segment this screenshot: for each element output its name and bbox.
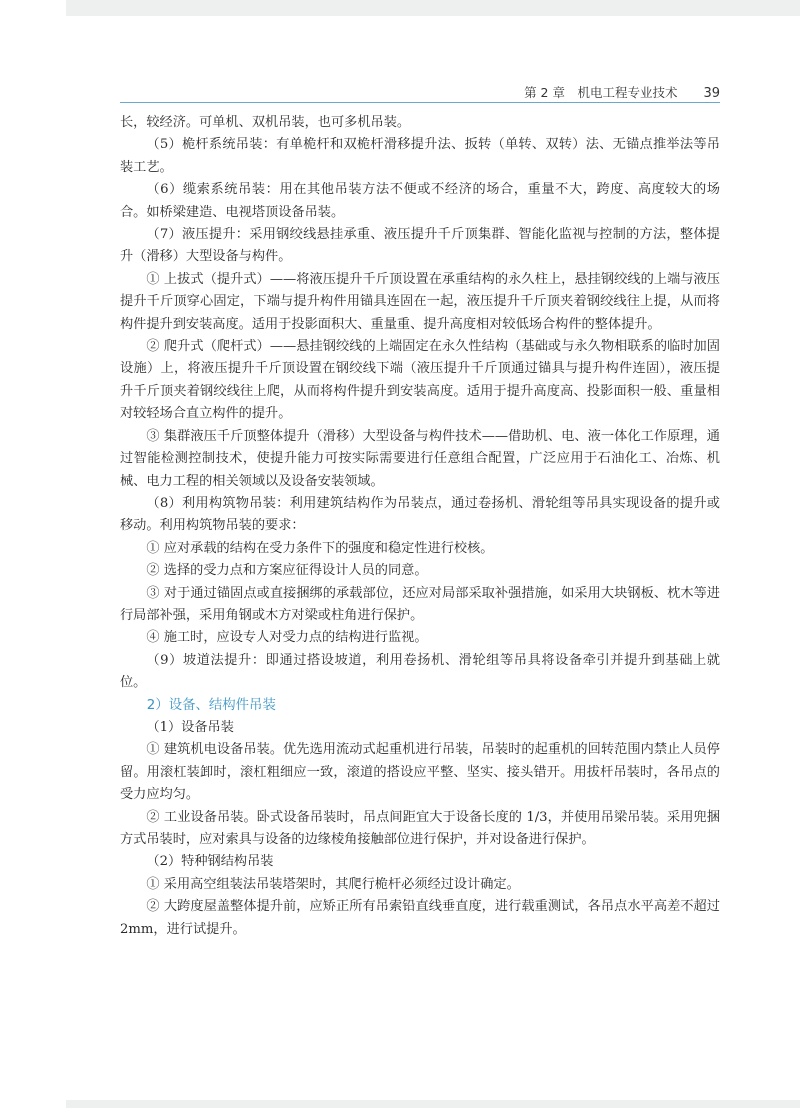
list-item: ② 工业设备吊装。卧式设备吊装时，吊点间距宜大于设备长度的 1/3，并使用吊梁吊装。采用兜捆方式吊装时，应对索具与设备的边缘棱角接触部位进行保护，并对设备进行保护。 — [120, 809, 720, 847]
paragraph-ramp-method: （9）坡道法提升：即通过搭设坡道，利用卷扬机、滑轮组等吊具将设备牵引并提升到基础上就位。 — [120, 652, 720, 691]
subsection-heading: （2）特种钢结构吊装 — [146, 854, 274, 870]
header-rule — [120, 102, 720, 103]
list-item: ④ 施工时，应设专人对受力点的结构进行监视。 — [146, 630, 428, 646]
list-item: ② 选择的受力点和方案应征得设计人员的同意。 — [146, 563, 428, 579]
paragraph-pull-up-type: ① 上拔式（提升式）——将液压提升千斤顶设置在承重结构的永久柱上，悬挂钢绞线的上端与液压提升千斤顶穿心固定，下端与提升构件用锚具连固在一起，液压提升千斤顶夹着钢绞线往上提，从而将构件提升到安装高度。适用于投影面积大、重量重、提升高度相对较低场合构件的整体提升。 — [120, 271, 720, 332]
page-header — [120, 83, 720, 103]
list-item: ③ 对于通过锚固点或直接捆绑的承载部位，还应对局部采取补强措施，如采用大块钢板、枕木等进行局部补强，采用角钢或木方对梁或柱角进行保护。 — [120, 585, 720, 623]
subsection-heading: （1）设备吊装 — [146, 719, 234, 735]
list-item: ① 建筑机电设备吊装。优先选用流动式起重机进行吊装，吊装时的起重机的回转范围内禁止人员停留。用滚杠装卸时，滚杠粗细应一致，滚道的搭设应平整、坚实、接头错开。用拔杆吊装时，各吊点的受力应均匀。 — [120, 742, 720, 803]
paragraph-structure-hoisting: （8）利用构筑物吊装：利用建筑结构作为吊装点，通过卷扬机、滑轮组等吊具实现设备的提升或移动。利用构筑物吊装的要求： — [120, 495, 720, 534]
scan-bottom-strip — [66, 1100, 800, 1108]
list-item: ① 应对承载的结构在受力条件下的强度和稳定性进行校核。 — [146, 540, 494, 556]
paragraph-cluster-jacks: ③ 集群液压千斤顶整体提升（滑移）大型设备与构件技术——借助机、电、液一体化工作原理，通过智能检测控制技术，使提升能力可按实际需要进行任意组合配置，广泛应用于石油化工、冶炼、机械、电力工程的相关领域以及设备安装领域。 — [120, 428, 720, 489]
scan-top-strip — [66, 0, 800, 16]
paragraph-hydraulic-lifting: （7）液压提升：采用钢绞线悬挂承重、液压提升千斤顶集群、智能化监视与控制的方法，整体提升（滑移）大型设备与构件。 — [120, 227, 720, 265]
list-item: ② 大跨度屋盖整体提升前，应矫正所有吊索铅直线垂直度，进行载重测试，各吊点水平高差不超过 2mm，进行试提升。 — [120, 899, 720, 937]
section-subheading: 2）设备、结构件吊装 — [146, 697, 276, 713]
paragraph-mast-system: （5）桅杆系统吊装：有单桅杆和双桅杆滑移提升法、扳转（单转、双转）法、无锚点推举法等吊装工艺。 — [120, 137, 720, 175]
paragraph-continuation: 长，较经济。可单机、双机吊装，也可多机吊装。 — [120, 115, 411, 130]
page-body — [120, 112, 720, 941]
paragraph-climbing-type: ② 爬升式（爬杆式）——悬挂钢绞线的上端固定在永久性结构（基础或与永久物相联系的临时加固设施）上，将液压提升千斤顶设置在钢绞线下端（液压提升千斤顶通过锚具与提升构件连固），液压提升千斤顶夹着钢绞线往上爬，从而将构件提升到安装高度。适用于提升高度高、投影面积一般、重量相对较轻场合直立构件的提升。 — [120, 339, 720, 422]
page-number: 39 — [703, 86, 720, 101]
chapter-title: 第 2 章 机电工程专业技术 — [524, 85, 678, 100]
list-item: ① 采用高空组装法吊装塔架时，其爬行桅杆必须经过设计确定。 — [146, 876, 520, 892]
paragraph-cable-system: （6）缆索系统吊装：用在其他吊装方法不便或不经济的场合，重量不大，跨度、高度较大的场合。如桥梁建造、电视塔顶设备吊装。 — [120, 182, 720, 220]
